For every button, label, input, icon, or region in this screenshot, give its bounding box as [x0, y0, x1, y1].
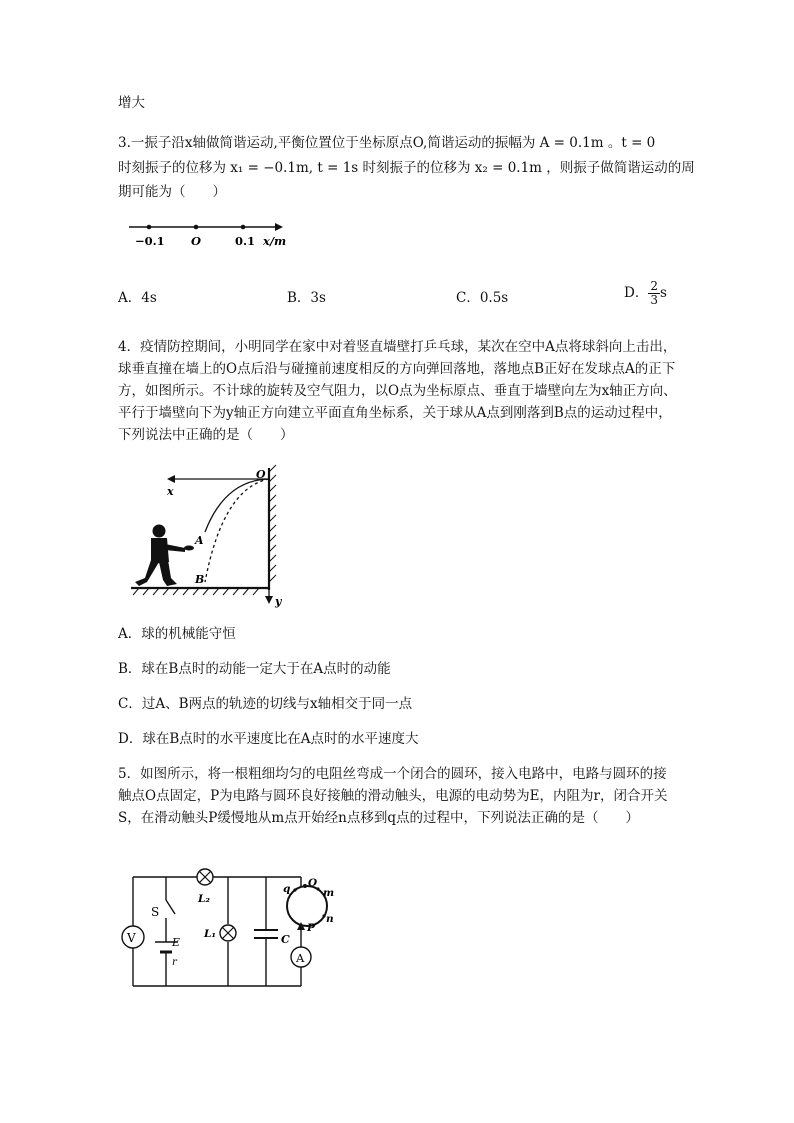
q4-option-b[interactable]: B．球在B点时的动能一定大于在A点时的动能: [118, 661, 391, 677]
q4-point-b-label: B: [195, 573, 205, 586]
q3-option-b[interactable]: B．3s: [287, 290, 326, 306]
q3-option-d[interactable]: [624, 280, 667, 307]
q3-axis-point-right: [241, 225, 246, 230]
q3-text-line2: 时刻振子的位移为 x₁ = −0.1m, t = 1s 时刻振子的位移为 x₂ = 0.1m ，则振子做简谐运动的周: [118, 160, 695, 176]
q5-slider-label: P: [307, 922, 315, 934]
intro-fragment: 增大: [118, 95, 145, 111]
q5-switch-label: S: [151, 905, 160, 919]
q3-axis-figure: [125, 215, 295, 250]
q5-lamp-l2-label: L₂: [198, 893, 210, 905]
q3-option-d-unit: s: [659, 285, 667, 301]
q5-voltmeter-label: V: [127, 931, 136, 945]
q3-axis-point-left: [147, 225, 152, 230]
q4-trajectory-down: [205, 479, 269, 582]
q4-option-a[interactable]: A．球的机械能守恒: [118, 626, 236, 642]
q5-ammeter-label: A: [296, 951, 305, 965]
q3-axis-point-origin: [194, 225, 199, 230]
q5-emf-label: E: [172, 936, 181, 949]
q3-axis-right-label: 0.1: [235, 234, 256, 248]
q5-lamp-l1-label: L₁: [204, 928, 216, 940]
q3-option-d-prefix: D．: [624, 285, 649, 301]
q4-option-d[interactable]: D．球在B点时的水平速度比在A点时的水平速度大: [118, 731, 419, 747]
q5-circuit-figure: [115, 860, 355, 995]
q3-axis-origin-label: O: [191, 234, 202, 248]
q3-axis-left-label: −0.1: [135, 234, 165, 248]
q3-axis-unit-label: x/m: [263, 234, 287, 248]
q4-origin-label: O: [256, 468, 266, 481]
q4-figure: [125, 460, 295, 608]
q5-point-q-label: q: [283, 883, 291, 895]
q4-trajectory-up: [205, 479, 269, 532]
q4-point-a-label: A: [195, 534, 204, 547]
q5-resistance-ring: [287, 886, 327, 926]
q4-text: 4．疫情防控期间，小明同学在家中对着竖直墙壁打乒乓球，某次在空中A点将球斜向上击出，球垂直撞在墙上的O点后沿与碰撞前速度相反的方向弹回落地，落地点B正好在发球点A的正下方，如图所示。不计球的旋转及空气阻力，以O点为坐标原点、垂直于墙壁向左为x轴正方向、平行于墙壁向下为y轴正方向建立平面直角坐标系，关于球从A点到刚落到B点的运动过程中，下列说法中正确的是（ ）: [118, 339, 677, 443]
q5-point-m-label: m: [323, 887, 335, 899]
q3-option-a[interactable]: A．4s: [118, 290, 157, 306]
q5-capacitor-label: C: [281, 933, 290, 946]
q5-point-n-label: n: [326, 913, 334, 925]
q3-option-c[interactable]: C．0.5s: [456, 290, 509, 306]
q4-y-axis-label: y: [275, 595, 282, 608]
q3-option-d-fraction: $\frac{2}{3}$: [650, 279, 658, 307]
q5-point-o-label: O: [308, 877, 318, 889]
q4-person-figure: [135, 525, 194, 587]
q3-text-line3: 期可能为（ ）: [118, 184, 226, 200]
q4-option-c[interactable]: C．过A、B两点的轨迹的切线与x轴相交于同一点: [118, 696, 413, 712]
q3-text-line1: 3.一振子沿x轴做简谐运动,平衡位置位于坐标原点O,简谐运动的振幅为 A = 0.1m 。t = 0: [118, 135, 656, 151]
q4-x-axis-label: x: [167, 485, 174, 498]
q5-text: 5．如图所示，将一根粗细均匀的电阻丝弯成一个闭合的圆环，接入电路中，电路与圆环的接触点O点固定，P为电路与圆环良好接触的滑动触头，电源的电动势为E，内阻为r，闭合开关S，在滑动触头P缓慢地从m点开始经n点移到q点的过程中，下列说法正确的是（ ）: [118, 766, 668, 826]
q5-internal-r-label: r: [172, 957, 177, 968]
